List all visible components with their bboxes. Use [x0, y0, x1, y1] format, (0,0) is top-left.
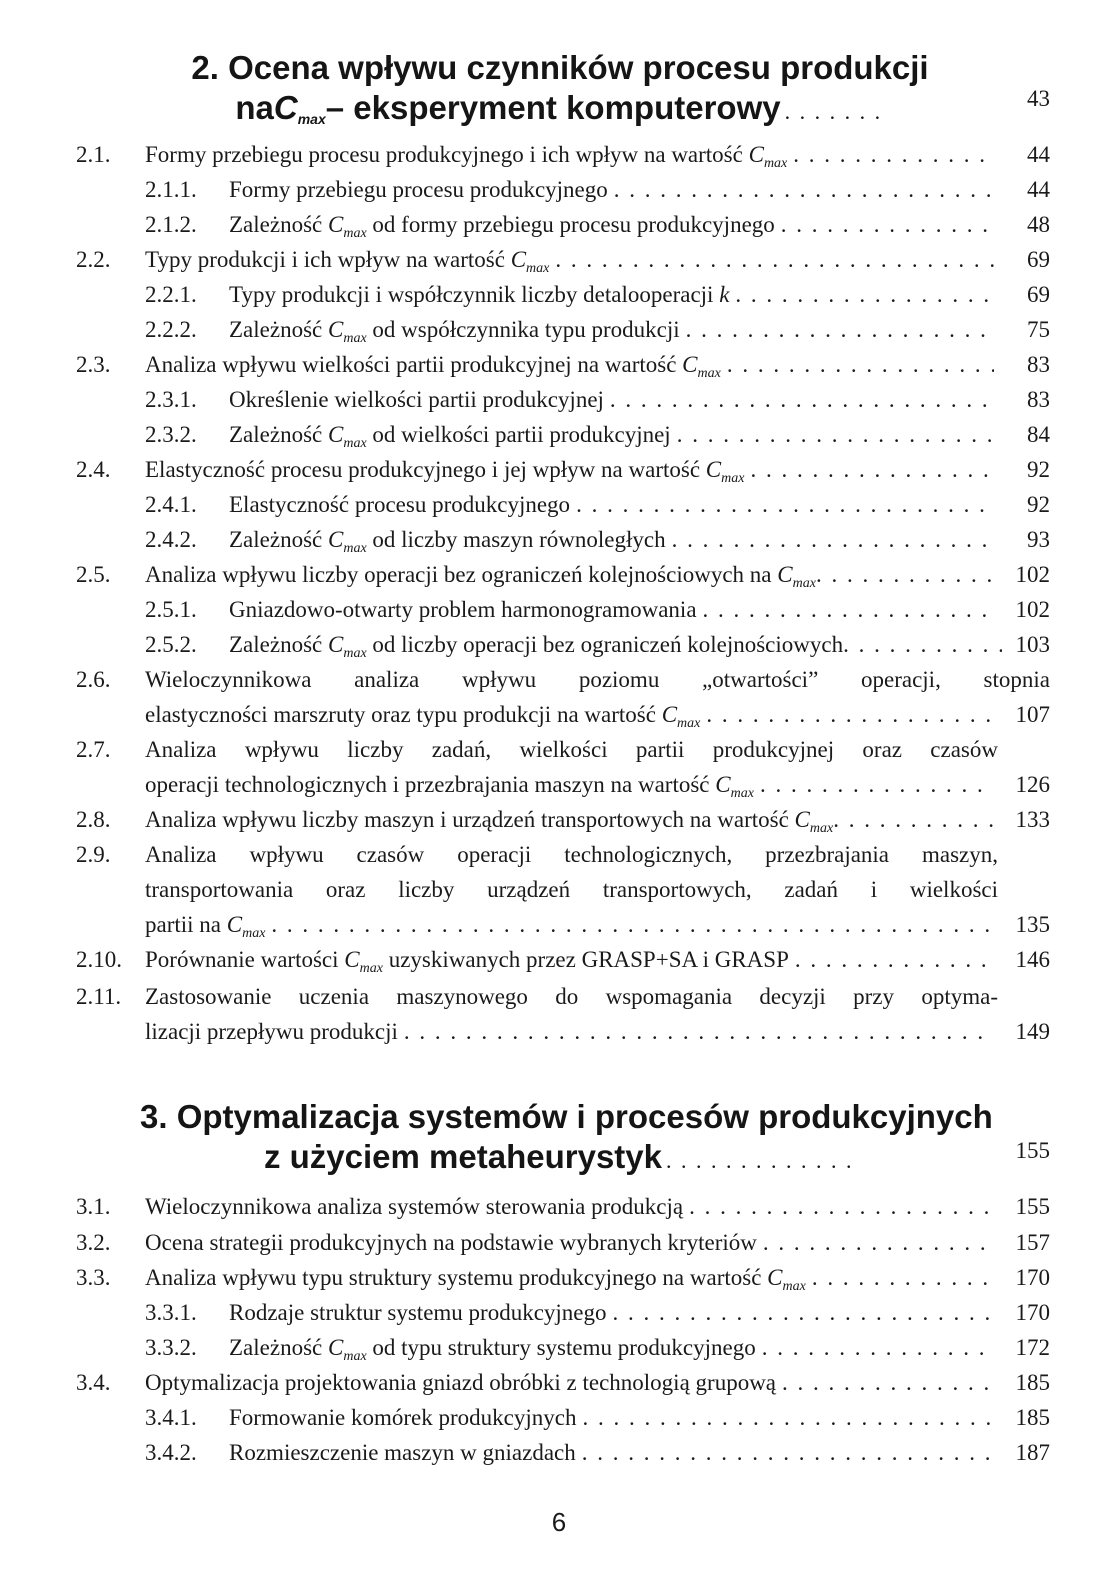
chapter-3-page: 155	[1015, 1138, 1050, 1163]
chapter-2-title-line-1: 2. Ocena wpływu czynników procesu produkcji	[191, 49, 929, 86]
chapter-2-title-post: – eksperyment komputerowy	[325, 89, 781, 126]
page-number: 6	[551, 1507, 567, 1537]
chapter-2-page: 43	[1027, 86, 1050, 111]
chapter-3-title-line-1: 3. Optymalizacja systemów i procesów produkcyjnych	[140, 1098, 993, 1135]
dot-leader	[666, 1141, 856, 1181]
chapter-3-heading	[140, 1097, 993, 1181]
chapter-2-title-line-2	[140, 88, 980, 139]
chapter-2-heading	[140, 48, 980, 139]
chapter-3-title-line-2: z użyciem metaheurystyk . . .	[140, 1137, 980, 1181]
chapter-2-title-pre: na	[235, 89, 274, 126]
cmax-symbol: $C_{max}$	[273, 89, 326, 127]
dot-leader	[785, 92, 885, 132]
document-page: 2. Ocena wpływu czynników procesu produkcji na $C_{max}$ – eksperyment komputerowy . . . 43 2.1. Formy przebiegu procesu produkcyjnego i ich wpływ na wartość $C_{max}$ . . . 44 2.1.1. Formy przebiegu procesu produkcyjnego . . . 44 2.1.2. Zależność $C_{max}$ od formy przebiegu procesu produkcyjnego . . . 48 2.2. Typy produkcji i ich wpływ na wartość $C_{max}$ . . . 69 2.2.1. Typy produkcji i współczynnik liczby detalooperacji k . . . 69 2.2.2. Zależność $C_{max}$ od współczynnika typu produkcji . . . 75 2.3. Analiza wpływu wielkości partii produkcyjnej na wartość $C_{max}$ . . . 83 2.3.1. Określenie wielkości partii produkcyjnej . . . 83 2.3.2. Zależność $C_{max}$ od wielkości partii produkcyjnej . . . 84 2.4. Elastyczność procesu produkcyjnego i jej wpływ na wartość $C_{max}$ . . . 92 2.4.1. Elastyczność procesu produkcyjnego . . . 92 2.4.2. Zależność $C_{max}$ od liczby maszyn równoległych . . . 93 2.5. Analiza wpływu liczby operacji bez ograniczeń kolejnościowych na $C_{max}$ . . . 102 2.5.1. Gniazdowo-otwarty problem harmonogramowania . . . 102 2.5.2. Zależność $C_{max}$ od liczby operacji bez ograniczeń kolejnościowych . . . 103 2.6. Wieloczynnikowa analiza wpływu poziomu „otwartości” operacji, stopnia elastyczności marszruty oraz typu produkcji na wartość $C_{max}$ . . . 107 2.7. Analiza wpływu liczby zadań, wielkości partii produkcyjnej oraz czasów operacji technologicznych i przezbrajania maszyn na wartość $C_{max}$ . . . 126 2.8. Analiza wpływu liczby maszyn i urządzeń transportowych na wartość $C_{max}$ . . . 133 2.9. Analiza wpływu czasów operacji technologicznych, przezbrajania maszyn, transportowania oraz liczby urządzeń transportowych, zadań i wielkości partii na $C_{max}$ . . . 135 2.10. Porównanie wartości $C_{max}$ uzyskiwanych przez GRASP+SA i GRASP . . . 146 2.11. Zastosowanie uczenia maszynowego do wspomagania decyzji przy optyma- lizacji przepływu produkcji . . . 149 3. Optymalizacja systemów i procesów produkcyjnych z użyciem metaheurystyk . . . 155 3.1. Wieloczynnikowa analiza systemów sterowania produkcją . . . 155 3.2. Ocena strategii produkcyjnych na podstawie wybranych kryteriów . . . 157 3.3. Analiza wpływu typu struktury systemu produkcyjnego na wartość $C_{max}$ . . . 170 3.3.1. Rodzaje struktur systemu produkcyjnego . . . 170 3.3.2. Zależność $C_{max}$ od typu struktury systemu produkcyjnego . . . 172 3.4. Optymalizacja projektowania gniazd obróbki z technologią grupową . . . 185 3.4.1. Formowanie komórek produkcyjnych . . . 185 3.4.2. Rozmieszczenie maszyn w gniazdach . . . 187 6	[0, 0, 1118, 1584]
